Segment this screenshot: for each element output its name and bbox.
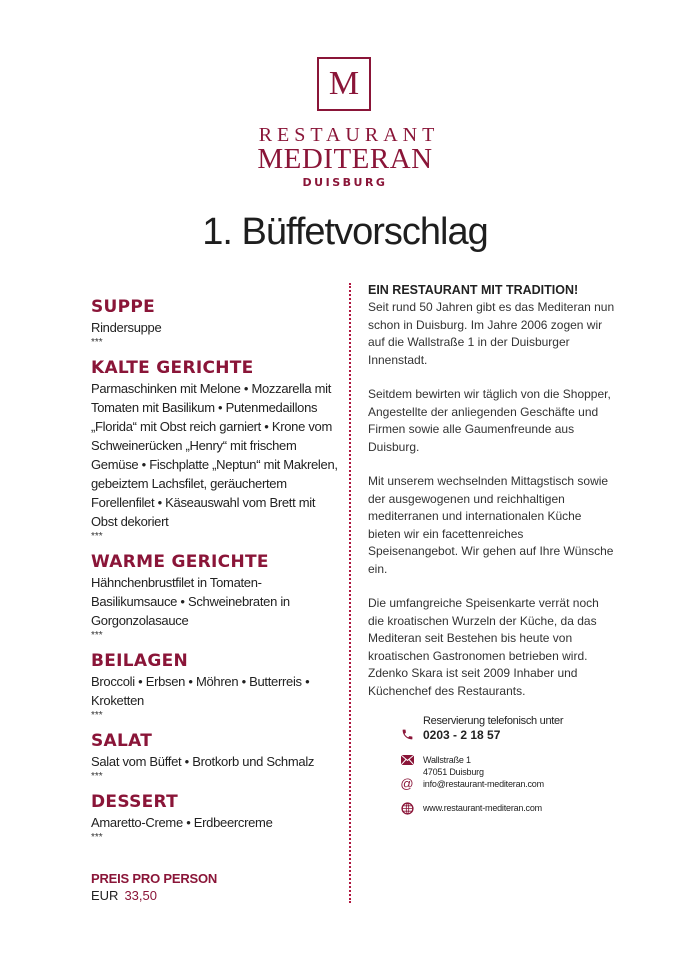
logo-mark [317,57,371,111]
phone-label: Reservierung telefonisch unter [423,715,564,727]
section-separator: *** [91,832,103,843]
address-city: 47051 Duisburg [423,767,484,777]
section-text: Broccoli • Erbsen • Möhren • Butterreis • Kroketten [91,674,310,708]
menu-section-salat [91,730,341,783]
section-separator: *** [91,771,103,782]
price [91,887,341,905]
price-currency: EUR [91,888,119,903]
contact-phone [400,728,610,743]
logo-letter: M [328,65,360,102]
menu-section-kalte-gerichte [91,357,341,543]
column-divider [349,283,351,903]
section-text: Rindersuppe [91,320,162,335]
email-link[interactable]: info@restaurant-mediteran.com [423,779,544,789]
section-separator: *** [91,630,103,641]
section-heading: SALAT [91,731,153,751]
section-text: Hähnchenbrustfilet in Tomaten-Basilikumsauce • Schweinebraten in Gorgonzolasauce [91,575,290,628]
menu-section-suppe [91,296,341,349]
price-heading: PREIS PRO PERSON [91,871,218,886]
brand-line-restaurant: RESTAURANT [258,124,440,146]
price-amount: 33,50 [124,888,157,903]
menu-section-beilagen [91,650,341,722]
about-paragraph: Seitdem bewirten wir täglich von die Shopper, Angestellte der anliegenden Geschäfte und Firmen sowie alle Gaumenfreunde aus Duisburg. [368,387,611,454]
contact-phone-label-row [400,714,610,728]
phone-number[interactable]: 0203 - 2 18 57 [423,728,501,742]
right-column [368,281,616,921]
contact-web [400,802,610,816]
menu-section-warme-gerichte [91,551,341,642]
page-title: 1. Büffetvorschlag [202,211,488,253]
section-text: Salat vom Büffet • Brotkorb und Schmalz [91,754,315,769]
website-link[interactable]: www.restaurant-mediteran.com [423,803,542,813]
about-paragraph: Mit unserem wechselnden Mittagstisch sowie der ausgewogenen und reichhaltigen mediterranen und internationalen Küche bieten wir ein facettenreiches Speisenangebot. Wir gehen auf Ihre Wünsche ein. [368,474,614,576]
section-separator: *** [91,337,103,348]
about-paragraph: Seit rund 50 Jahren gibt es das Mediteran nun schon in Duisburg. Im Jahre 2006 zogen wir auf die Wallstraße 1 in der Duisburger Innenstadt. [368,300,615,367]
envelope-icon [400,754,414,768]
section-separator: *** [91,531,103,542]
menu-column [91,296,341,905]
about-heading: EIN RESTAURANT MIT TRADITION! [368,283,579,297]
at-icon: @ [400,776,414,791]
about-column [368,281,616,700]
globe-icon [400,802,414,816]
brand-line-mediteran: MEDITERAN [257,143,433,175]
about-paragraph: Die umfangreiche Speisenkarte verrät noch die kroatischen Wurzeln der Küche, da das Mediteran seit Bestehen bis heute von kroatischen Gastronomen betrieben wird. Zdenko Skara ist seit 2009 Inhaber und Küchenchef des Restaurants. [368,596,599,698]
section-heading: DESSERT [91,792,179,812]
contact-address [400,754,610,778]
section-heading: WARME GERICHTE [91,552,269,572]
section-text: Amaretto-Creme • Erdbeercreme [91,815,273,830]
section-heading: BEILAGEN [91,651,189,671]
address-street: Wallstraße 1 [423,755,471,765]
section-separator: *** [91,710,103,721]
menu-section-dessert [91,791,341,844]
section-text: Parmaschinken mit Melone • Mozzarella mit Tomaten mit Basilikum • Putenmedaillons „Florida“ mit Obst reich garniert • Krone vom Schweinerücken „Henry“ mit frischem Gemüse • Fischplatte „Neptun“ mit Makrelen, gebeiztem Lachsfilet, geräuchertem Forellenfilet • Käseauswahl vom Brett mit Obst dekoriert [91,381,338,529]
section-heading: KALTE GERICHTE [91,358,254,378]
phone-icon [400,728,414,742]
brand-line-city: DUISBURG [302,176,388,189]
contact-block [400,714,610,816]
section-heading: SUPPE [91,297,156,317]
contact-email [400,778,610,790]
